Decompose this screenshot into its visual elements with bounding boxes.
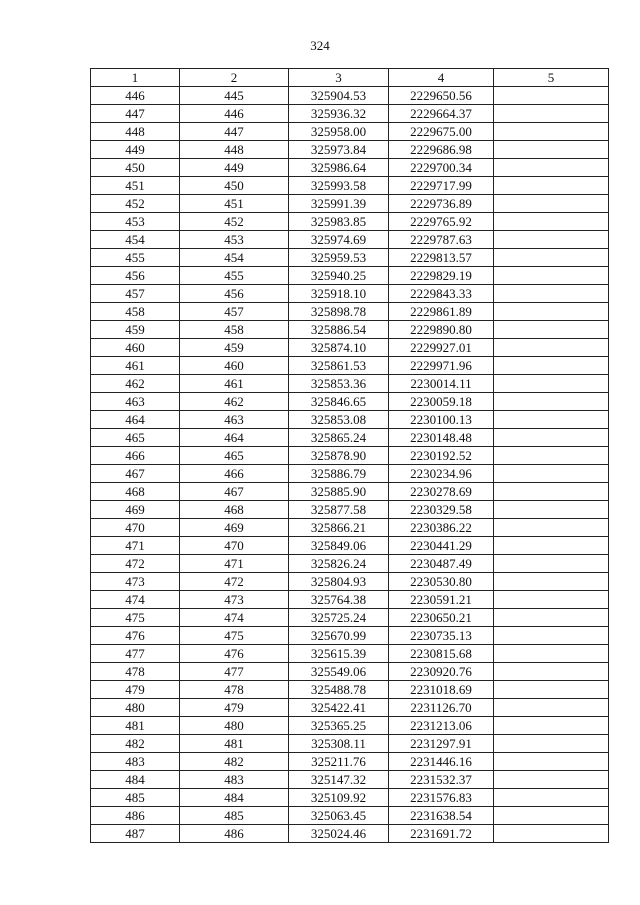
table-cell-col-3: 325109.92 bbox=[289, 789, 389, 807]
table-cell-col-4: 2231297.91 bbox=[389, 735, 494, 753]
table-row bbox=[91, 213, 609, 231]
table-cell-col-2: 473 bbox=[180, 591, 289, 609]
table-cell-col-1: 461 bbox=[91, 357, 180, 375]
table-row bbox=[91, 159, 609, 177]
table-cell-col-3: 325974.69 bbox=[289, 231, 389, 249]
table-cell-col-1: 452 bbox=[91, 195, 180, 213]
table-cell-col-4: 2230148.48 bbox=[389, 429, 494, 447]
table-cell-col-1: 455 bbox=[91, 249, 180, 267]
table-cell-col-1: 464 bbox=[91, 411, 180, 429]
table-cell-col-3: 325904.53 bbox=[289, 87, 389, 105]
table-row bbox=[91, 735, 609, 753]
table-cell-col-4: 2230591.21 bbox=[389, 591, 494, 609]
table-cell-col-3: 325866.21 bbox=[289, 519, 389, 537]
table-cell-col-1: 479 bbox=[91, 681, 180, 699]
table-cell-col-1: 482 bbox=[91, 735, 180, 753]
table-row bbox=[91, 285, 609, 303]
table-row bbox=[91, 141, 609, 159]
table-cell-col-2: 469 bbox=[180, 519, 289, 537]
table-cell-col-5 bbox=[494, 807, 609, 825]
table-cell-col-5 bbox=[494, 735, 609, 753]
table-cell-col-3: 325993.58 bbox=[289, 177, 389, 195]
table-cell-col-5 bbox=[494, 195, 609, 213]
table-cell-col-1: 462 bbox=[91, 375, 180, 393]
table-row bbox=[91, 465, 609, 483]
table-cell-col-4: 2231532.37 bbox=[389, 771, 494, 789]
table-cell-col-1: 447 bbox=[91, 105, 180, 123]
table-cell-col-1: 483 bbox=[91, 753, 180, 771]
table-cell-col-5 bbox=[494, 429, 609, 447]
table-cell-col-5 bbox=[494, 375, 609, 393]
table-cell-col-3: 325991.39 bbox=[289, 195, 389, 213]
column-header-2: 2 bbox=[180, 69, 289, 87]
table-cell-col-2: 477 bbox=[180, 663, 289, 681]
table-row bbox=[91, 627, 609, 645]
table-cell-col-3: 325886.79 bbox=[289, 465, 389, 483]
table-cell-col-5 bbox=[494, 159, 609, 177]
table-cell-col-5 bbox=[494, 573, 609, 591]
table-cell-col-2: 451 bbox=[180, 195, 289, 213]
table-cell-col-5 bbox=[494, 231, 609, 249]
table-row bbox=[91, 123, 609, 141]
table-cell-col-3: 325853.36 bbox=[289, 375, 389, 393]
table-cell-col-4: 2229971.96 bbox=[389, 357, 494, 375]
table-row bbox=[91, 321, 609, 339]
table-body bbox=[91, 87, 609, 843]
table-cell-col-3: 325365.25 bbox=[289, 717, 389, 735]
column-header-4: 4 bbox=[389, 69, 494, 87]
table-cell-col-3: 325853.08 bbox=[289, 411, 389, 429]
table-cell-col-5 bbox=[494, 465, 609, 483]
table-cell-col-3: 325983.85 bbox=[289, 213, 389, 231]
column-header-1: 1 bbox=[91, 69, 180, 87]
table-cell-col-4: 2230441.29 bbox=[389, 537, 494, 555]
table-cell-col-3: 325877.58 bbox=[289, 501, 389, 519]
table-cell-col-1: 466 bbox=[91, 447, 180, 465]
table-cell-col-5 bbox=[494, 645, 609, 663]
table-cell-col-4: 2230920.76 bbox=[389, 663, 494, 681]
table-row bbox=[91, 249, 609, 267]
table-cell-col-3: 325670.99 bbox=[289, 627, 389, 645]
table-cell-col-1: 463 bbox=[91, 393, 180, 411]
table-cell-col-4: 2230487.49 bbox=[389, 555, 494, 573]
column-header-3: 3 bbox=[289, 69, 389, 87]
table-cell-col-1: 473 bbox=[91, 573, 180, 591]
table-row bbox=[91, 681, 609, 699]
table-cell-col-1: 468 bbox=[91, 483, 180, 501]
table-cell-col-5 bbox=[494, 321, 609, 339]
table-cell-col-2: 459 bbox=[180, 339, 289, 357]
table-cell-col-3: 325861.53 bbox=[289, 357, 389, 375]
table-cell-col-1: 453 bbox=[91, 213, 180, 231]
table-row bbox=[91, 231, 609, 249]
table-cell-col-4: 2229861.89 bbox=[389, 303, 494, 321]
table-cell-col-5 bbox=[494, 141, 609, 159]
table-cell-col-4: 2229787.63 bbox=[389, 231, 494, 249]
page-number: 324 bbox=[310, 38, 330, 53]
table-cell-col-4: 2230735.13 bbox=[389, 627, 494, 645]
table-cell-col-5 bbox=[494, 483, 609, 501]
table-cell-col-4: 2230815.68 bbox=[389, 645, 494, 663]
table-cell-col-5 bbox=[494, 87, 609, 105]
table-cell-col-5 bbox=[494, 213, 609, 231]
table-cell-col-5 bbox=[494, 411, 609, 429]
table-row bbox=[91, 303, 609, 321]
table-cell-col-1: 450 bbox=[91, 159, 180, 177]
table-cell-col-4: 2230530.80 bbox=[389, 573, 494, 591]
table-cell-col-3: 325936.32 bbox=[289, 105, 389, 123]
table-cell-col-3: 325986.64 bbox=[289, 159, 389, 177]
table-row bbox=[91, 555, 609, 573]
table-cell-col-2: 456 bbox=[180, 285, 289, 303]
table-cell-col-4: 2230100.13 bbox=[389, 411, 494, 429]
table-cell-col-4: 2229736.89 bbox=[389, 195, 494, 213]
table-cell-col-4: 2230234.96 bbox=[389, 465, 494, 483]
table-cell-col-2: 483 bbox=[180, 771, 289, 789]
table-cell-col-3: 325308.11 bbox=[289, 735, 389, 753]
table-cell-col-4: 2231638.54 bbox=[389, 807, 494, 825]
table-cell-col-4: 2231691.72 bbox=[389, 825, 494, 843]
table-cell-col-4: 2230650.21 bbox=[389, 609, 494, 627]
table-cell-col-3: 325959.53 bbox=[289, 249, 389, 267]
table-cell-col-5 bbox=[494, 177, 609, 195]
table-row bbox=[91, 501, 609, 519]
table-row bbox=[91, 807, 609, 825]
table-cell-col-2: 475 bbox=[180, 627, 289, 645]
table-cell-col-2: 462 bbox=[180, 393, 289, 411]
table-cell-col-4: 2230329.58 bbox=[389, 501, 494, 519]
table-cell-col-2: 486 bbox=[180, 825, 289, 843]
table-cell-col-5 bbox=[494, 717, 609, 735]
table-cell-col-5 bbox=[494, 501, 609, 519]
table-cell-col-2: 448 bbox=[180, 141, 289, 159]
table-cell-col-3: 325147.32 bbox=[289, 771, 389, 789]
table-row bbox=[91, 177, 609, 195]
table-cell-col-2: 463 bbox=[180, 411, 289, 429]
table-cell-col-5 bbox=[494, 447, 609, 465]
table-cell-col-5 bbox=[494, 753, 609, 771]
table-cell-col-1: 478 bbox=[91, 663, 180, 681]
table-cell-col-4: 2231213.06 bbox=[389, 717, 494, 735]
table-row bbox=[91, 771, 609, 789]
table-cell-col-2: 478 bbox=[180, 681, 289, 699]
table-row bbox=[91, 357, 609, 375]
table-cell-col-1: 470 bbox=[91, 519, 180, 537]
table-cell-col-2: 468 bbox=[180, 501, 289, 519]
table-cell-col-5 bbox=[494, 285, 609, 303]
table-cell-col-2: 472 bbox=[180, 573, 289, 591]
table-cell-col-2: 474 bbox=[180, 609, 289, 627]
table-cell-col-2: 464 bbox=[180, 429, 289, 447]
table-cell-col-3: 325826.24 bbox=[289, 555, 389, 573]
table-cell-col-1: 487 bbox=[91, 825, 180, 843]
table-cell-col-1: 448 bbox=[91, 123, 180, 141]
table-cell-col-4: 2229927.01 bbox=[389, 339, 494, 357]
table-cell-col-1: 475 bbox=[91, 609, 180, 627]
table-cell-col-5 bbox=[494, 555, 609, 573]
table-cell-col-1: 467 bbox=[91, 465, 180, 483]
table-cell-col-3: 325958.00 bbox=[289, 123, 389, 141]
table-row bbox=[91, 663, 609, 681]
table-cell-col-5 bbox=[494, 825, 609, 843]
table-cell-col-3: 325849.06 bbox=[289, 537, 389, 555]
table-cell-col-2: 450 bbox=[180, 177, 289, 195]
table-cell-col-4: 2229650.56 bbox=[389, 87, 494, 105]
table-cell-col-2: 458 bbox=[180, 321, 289, 339]
table-cell-col-5 bbox=[494, 123, 609, 141]
table-cell-col-4: 2229890.80 bbox=[389, 321, 494, 339]
table-cell-col-1: 477 bbox=[91, 645, 180, 663]
table-row bbox=[91, 375, 609, 393]
table-cell-col-4: 2229717.99 bbox=[389, 177, 494, 195]
table-cell-col-5 bbox=[494, 519, 609, 537]
table-cell-col-1: 460 bbox=[91, 339, 180, 357]
table-cell-col-2: 485 bbox=[180, 807, 289, 825]
table-cell-col-4: 2229664.37 bbox=[389, 105, 494, 123]
table-cell-col-2: 453 bbox=[180, 231, 289, 249]
table-cell-col-4: 2231576.83 bbox=[389, 789, 494, 807]
table-cell-col-1: 454 bbox=[91, 231, 180, 249]
table-cell-col-5 bbox=[494, 393, 609, 411]
table-cell-col-2: 467 bbox=[180, 483, 289, 501]
table-cell-col-4: 2231446.16 bbox=[389, 753, 494, 771]
table-cell-col-2: 455 bbox=[180, 267, 289, 285]
table-cell-col-5 bbox=[494, 609, 609, 627]
table-cell-col-5 bbox=[494, 789, 609, 807]
table-cell-col-4: 2229829.19 bbox=[389, 267, 494, 285]
table-cell-col-2: 466 bbox=[180, 465, 289, 483]
table-cell-col-1: 449 bbox=[91, 141, 180, 159]
table-row bbox=[91, 483, 609, 501]
table-cell-col-1: 481 bbox=[91, 717, 180, 735]
table-cell-col-1: 471 bbox=[91, 537, 180, 555]
table-cell-col-2: 476 bbox=[180, 645, 289, 663]
table-row bbox=[91, 267, 609, 285]
coordinates-table bbox=[90, 68, 609, 843]
table-cell-col-2: 457 bbox=[180, 303, 289, 321]
table-cell-col-2: 460 bbox=[180, 357, 289, 375]
table-cell-col-2: 482 bbox=[180, 753, 289, 771]
table-cell-col-1: 480 bbox=[91, 699, 180, 717]
table-cell-col-2: 479 bbox=[180, 699, 289, 717]
table-row bbox=[91, 105, 609, 123]
table-cell-col-3: 325874.10 bbox=[289, 339, 389, 357]
table-cell-col-4: 2229675.00 bbox=[389, 123, 494, 141]
table-cell-col-1: 476 bbox=[91, 627, 180, 645]
table-cell-col-4: 2230278.69 bbox=[389, 483, 494, 501]
table-row bbox=[91, 447, 609, 465]
table-row bbox=[91, 573, 609, 591]
table-cell-col-3: 325865.24 bbox=[289, 429, 389, 447]
table-row bbox=[91, 87, 609, 105]
table-row bbox=[91, 645, 609, 663]
table-cell-col-1: 469 bbox=[91, 501, 180, 519]
table-cell-col-5 bbox=[494, 537, 609, 555]
table-cell-col-4: 2229686.98 bbox=[389, 141, 494, 159]
table-row bbox=[91, 591, 609, 609]
table-cell-col-2: 481 bbox=[180, 735, 289, 753]
table-row bbox=[91, 339, 609, 357]
table-cell-col-2: 449 bbox=[180, 159, 289, 177]
table-cell-col-3: 325885.90 bbox=[289, 483, 389, 501]
table-cell-col-3: 325940.25 bbox=[289, 267, 389, 285]
table-cell-col-1: 456 bbox=[91, 267, 180, 285]
table-row bbox=[91, 537, 609, 555]
table-cell-col-2: 445 bbox=[180, 87, 289, 105]
table-cell-col-3: 325878.90 bbox=[289, 447, 389, 465]
table-row bbox=[91, 429, 609, 447]
table-cell-col-2: 447 bbox=[180, 123, 289, 141]
table-cell-col-5 bbox=[494, 699, 609, 717]
table-cell-col-1: 474 bbox=[91, 591, 180, 609]
table-header bbox=[91, 69, 609, 87]
table-cell-col-1: 486 bbox=[91, 807, 180, 825]
table-cell-col-3: 325422.41 bbox=[289, 699, 389, 717]
table-cell-col-1: 451 bbox=[91, 177, 180, 195]
table-cell-col-4: 2230014.11 bbox=[389, 375, 494, 393]
table-cell-col-2: 480 bbox=[180, 717, 289, 735]
table-row bbox=[91, 195, 609, 213]
table-cell-col-5 bbox=[494, 303, 609, 321]
table-row bbox=[91, 393, 609, 411]
table-cell-col-3: 325024.46 bbox=[289, 825, 389, 843]
table-cell-col-5 bbox=[494, 627, 609, 645]
table-row bbox=[91, 789, 609, 807]
table-cell-col-3: 325063.45 bbox=[289, 807, 389, 825]
table-cell-col-1: 446 bbox=[91, 87, 180, 105]
table-cell-col-1: 485 bbox=[91, 789, 180, 807]
table-cell-col-4: 2230192.52 bbox=[389, 447, 494, 465]
table-cell-col-2: 461 bbox=[180, 375, 289, 393]
table-cell-col-3: 325211.76 bbox=[289, 753, 389, 771]
table-cell-col-2: 471 bbox=[180, 555, 289, 573]
table-cell-col-2: 470 bbox=[180, 537, 289, 555]
table-cell-col-3: 325898.78 bbox=[289, 303, 389, 321]
table-cell-col-5 bbox=[494, 771, 609, 789]
table-cell-col-1: 457 bbox=[91, 285, 180, 303]
table-cell-col-5 bbox=[494, 267, 609, 285]
table-cell-col-3: 325973.84 bbox=[289, 141, 389, 159]
table-cell-col-5 bbox=[494, 357, 609, 375]
table-row bbox=[91, 825, 609, 843]
table-cell-col-4: 2229843.33 bbox=[389, 285, 494, 303]
table-cell-col-4: 2230059.18 bbox=[389, 393, 494, 411]
table-cell-col-1: 459 bbox=[91, 321, 180, 339]
table-row bbox=[91, 753, 609, 771]
header-row bbox=[91, 69, 609, 87]
table-row bbox=[91, 717, 609, 735]
table-cell-col-2: 452 bbox=[180, 213, 289, 231]
table-cell-col-4: 2230386.22 bbox=[389, 519, 494, 537]
table-cell-col-3: 325488.78 bbox=[289, 681, 389, 699]
table-cell-col-5 bbox=[494, 681, 609, 699]
table-cell-col-3: 325615.39 bbox=[289, 645, 389, 663]
table-cell-col-3: 325764.38 bbox=[289, 591, 389, 609]
table-cell-col-5 bbox=[494, 339, 609, 357]
column-header-5: 5 bbox=[494, 69, 609, 87]
table-cell-col-5 bbox=[494, 663, 609, 681]
table-cell-col-1: 465 bbox=[91, 429, 180, 447]
table-cell-col-3: 325725.24 bbox=[289, 609, 389, 627]
table-cell-col-5 bbox=[494, 249, 609, 267]
table-cell-col-1: 458 bbox=[91, 303, 180, 321]
table-cell-col-3: 325846.65 bbox=[289, 393, 389, 411]
table-cell-col-5 bbox=[494, 591, 609, 609]
table-cell-col-3: 325918.10 bbox=[289, 285, 389, 303]
table-cell-col-1: 484 bbox=[91, 771, 180, 789]
table-cell-col-2: 454 bbox=[180, 249, 289, 267]
table-cell-col-4: 2229700.34 bbox=[389, 159, 494, 177]
table-cell-col-3: 325549.06 bbox=[289, 663, 389, 681]
table-cell-col-2: 465 bbox=[180, 447, 289, 465]
table-cell-col-1: 472 bbox=[91, 555, 180, 573]
table-cell-col-5 bbox=[494, 105, 609, 123]
table-cell-col-2: 446 bbox=[180, 105, 289, 123]
table-row bbox=[91, 699, 609, 717]
table-cell-col-2: 484 bbox=[180, 789, 289, 807]
table-cell-col-4: 2229765.92 bbox=[389, 213, 494, 231]
table-row bbox=[91, 411, 609, 429]
table-cell-col-3: 325886.54 bbox=[289, 321, 389, 339]
table-cell-col-4: 2229813.57 bbox=[389, 249, 494, 267]
table-cell-col-4: 2231126.70 bbox=[389, 699, 494, 717]
table-cell-col-3: 325804.93 bbox=[289, 573, 389, 591]
table-row bbox=[91, 609, 609, 627]
table-row bbox=[91, 519, 609, 537]
table-cell-col-4: 2231018.69 bbox=[389, 681, 494, 699]
